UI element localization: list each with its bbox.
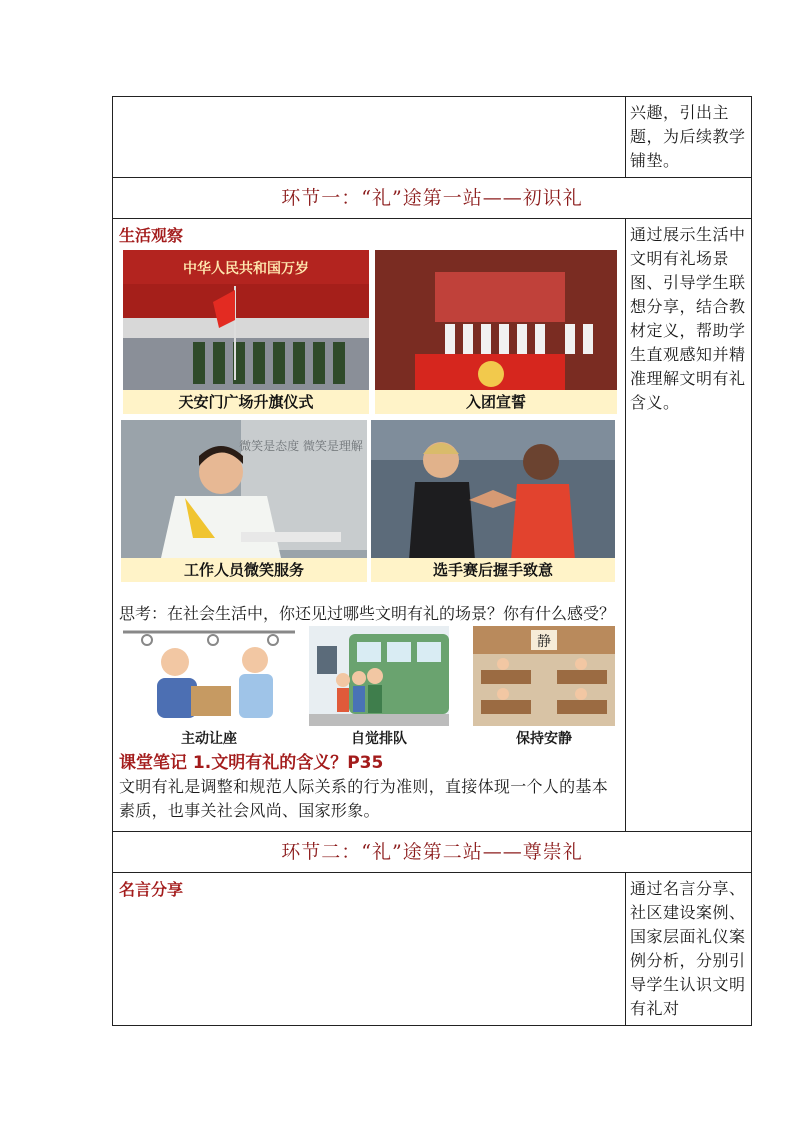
cartoon-quiet — [473, 626, 615, 746]
lesson-plan-table — [112, 96, 752, 1026]
sign-text: 静 — [537, 634, 551, 650]
class-note-title: 课堂笔记 1.文明有礼的含义？P35 — [119, 753, 384, 773]
photo-grid — [113, 246, 625, 600]
photo-caption: 工作人员微笑服务 — [121, 558, 367, 582]
queue-image — [309, 626, 449, 726]
photo-handshake — [371, 420, 615, 582]
cartoon-row — [113, 626, 625, 746]
note-cell — [626, 219, 752, 832]
cartoon-queue — [309, 626, 449, 746]
cartoon-give-seat — [123, 626, 295, 746]
cartoon-caption: 主动让座 — [181, 731, 237, 747]
cartoon-caption: 保持安静 — [516, 731, 572, 747]
definition-text: 文明有礼是调整和规范人际关系的行为准则，直接体现一个人的基本素质，也事关社会风尚、国家形象。 — [119, 777, 609, 820]
table-row — [113, 219, 752, 832]
section-title-1: 环节一：“礼”途第一站——初识礼 — [113, 178, 752, 219]
photo-league-oath — [375, 250, 617, 414]
wall-text: 微笑是态度 微笑是理解 — [239, 439, 363, 453]
side-note-observe: 通过展示生活中文明有礼场景图、引导学生联想分享，结合教材定义，帮助学生直观感知并精准理解文明有礼含义。 — [630, 225, 746, 412]
side-note-intro: 兴趣，引出主题，为后续教学铺垫。 — [630, 103, 746, 170]
quotes-cell — [113, 873, 626, 1026]
observe-cell — [113, 219, 626, 832]
table-row — [113, 873, 752, 1026]
photo-caption: 天安门广场升旗仪式 — [123, 390, 369, 414]
photo-smile-service — [121, 420, 367, 582]
main-cell-empty — [113, 97, 626, 178]
photo-flag-ceremony — [123, 250, 369, 414]
quotes-label: 名言分享 — [119, 880, 184, 899]
note-cell — [626, 97, 752, 178]
banner-text: 中华人民共和国万岁 — [183, 261, 309, 277]
table-row — [113, 97, 752, 178]
think-question: 思考：在社会生活中，你还见过哪些文明有礼的场景？你有什么感受？ — [119, 604, 616, 623]
table-row — [113, 832, 752, 873]
table-row — [113, 178, 752, 219]
note-cell — [626, 873, 752, 1026]
section-title-2: 环节二：“礼”途第二站——尊崇礼 — [113, 832, 752, 873]
photo-caption: 入团宣誓 — [375, 390, 617, 414]
quiet-image — [473, 626, 615, 726]
give-seat-image — [123, 626, 295, 726]
cartoon-caption: 自觉排队 — [351, 731, 407, 747]
side-note-quotes: 通过名言分享、社区建设案例、国家层面礼仪案例分析，分别引导学生认识文明有礼对 — [630, 879, 746, 1018]
observe-label: 生活观察 — [119, 226, 184, 245]
photo-caption: 选手赛后握手致意 — [371, 558, 615, 582]
